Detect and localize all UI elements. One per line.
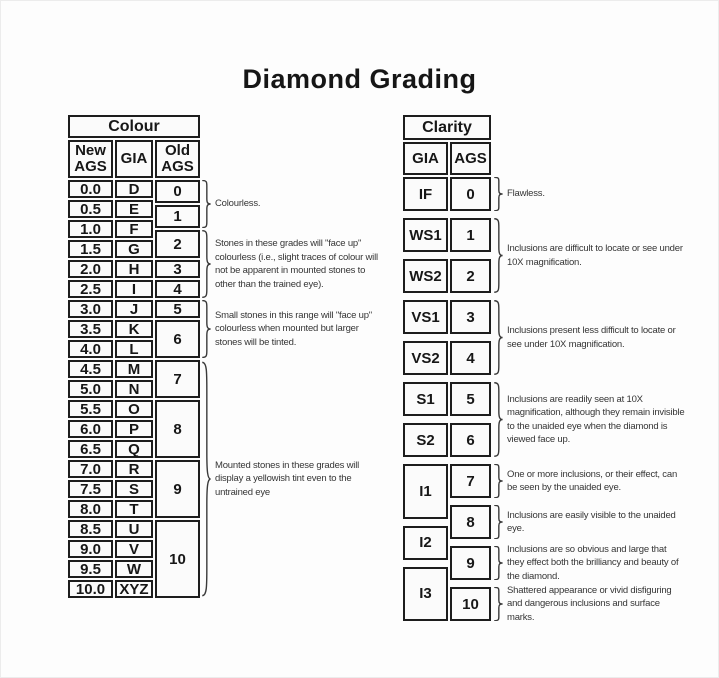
colour-annotation-face-up bbox=[201, 230, 387, 298]
colour-gia-cell: V bbox=[115, 540, 153, 558]
colour-gia-cell: U bbox=[115, 520, 153, 538]
colour-new-ags-cell: 2.5 bbox=[68, 280, 113, 298]
colour-gia-cell: N bbox=[115, 380, 153, 398]
brace-icon bbox=[201, 180, 211, 228]
colour-gia-cell: H bbox=[115, 260, 153, 278]
clarity-gia-cell: VS1 bbox=[403, 300, 448, 334]
clarity-annotation-obvious bbox=[493, 543, 685, 582]
colour-old-ags-cell: 7 bbox=[155, 360, 200, 398]
clarity-gia-cell: S2 bbox=[403, 423, 448, 457]
colour-table bbox=[68, 115, 200, 598]
annotation-text: Inclusions present less difficult to locate or see under 10X magnification. bbox=[507, 325, 676, 350]
clarity-gia-cell: I1 bbox=[403, 464, 448, 519]
colour-gia-cell: L bbox=[115, 340, 153, 358]
colour-gia-cell: S bbox=[115, 480, 153, 498]
clarity-ags-column bbox=[450, 177, 491, 621]
colour-new-ags-cell: 0.0 bbox=[68, 180, 113, 198]
colour-new-ags-cell: 9.5 bbox=[68, 560, 113, 578]
colour-new-ags-cell: 3.0 bbox=[68, 300, 113, 318]
colour-new-ags-cell: 1.0 bbox=[68, 220, 113, 238]
brace-icon bbox=[201, 300, 211, 358]
colour-gia-cell: K bbox=[115, 320, 153, 338]
colour-gia-cell: R bbox=[115, 460, 153, 478]
annotation-text: Colourless. bbox=[215, 198, 261, 210]
brace-icon bbox=[493, 218, 503, 293]
colour-new-ags-cell: 4.0 bbox=[68, 340, 113, 358]
clarity-col-header-ags: AGS bbox=[450, 142, 491, 175]
colour-gia-cell: O bbox=[115, 400, 153, 418]
colour-annotation-small-stones bbox=[201, 300, 387, 358]
clarity-gia-column bbox=[403, 177, 448, 621]
colour-old-ags-cell: 8 bbox=[155, 400, 200, 458]
colour-new-ags-cell: 3.5 bbox=[68, 320, 113, 338]
clarity-annotation-readily-seen bbox=[493, 382, 685, 457]
colour-annotation-mounted-stones bbox=[201, 360, 387, 598]
clarity-annotation-one-or-more bbox=[493, 464, 685, 498]
clarity-ags-cell: 9 bbox=[450, 546, 491, 580]
colour-gia-cell: XYZ bbox=[115, 580, 153, 598]
clarity-gia-cell: IF bbox=[403, 177, 448, 211]
page-title: Diamond Grading bbox=[242, 64, 477, 94]
colour-new-ags-cell: 7.5 bbox=[68, 480, 113, 498]
annotation-text: Small stones in this range will "face up" colourless when mounted but larger stones will be tinted. bbox=[215, 309, 372, 348]
clarity-ags-cell: 5 bbox=[450, 382, 491, 416]
colour-new-ags-cell: 2.0 bbox=[68, 260, 113, 278]
annotation-text: Stones in these grades will "face up" colourless (i.e., slight traces of colour will not be apparent in mounted stones to other than the trained eye). bbox=[215, 238, 378, 290]
colour-new-ags-cell: 1.5 bbox=[68, 240, 113, 258]
clarity-annotation-easily-visible bbox=[493, 505, 685, 539]
clarity-ags-cell: 0 bbox=[450, 177, 491, 211]
clarity-annotation-flawless bbox=[493, 177, 685, 211]
colour-old-ags-cell: 5 bbox=[155, 300, 200, 318]
colour-gia-cell: D bbox=[115, 180, 153, 198]
clarity-gia-cell: I3 bbox=[403, 567, 448, 622]
clarity-annotation-shattered bbox=[493, 584, 685, 623]
colour-gia-cell: J bbox=[115, 300, 153, 318]
colour-old-ags-cell: 0 bbox=[155, 180, 200, 203]
colour-gia-cell: E bbox=[115, 200, 153, 218]
brace-icon bbox=[201, 360, 211, 598]
brace-icon bbox=[201, 230, 211, 298]
colour-new-ags-cell: 6.5 bbox=[68, 440, 113, 458]
brace-icon bbox=[493, 382, 503, 457]
brace-icon bbox=[493, 505, 503, 539]
colour-new-ags-cell: 10.0 bbox=[68, 580, 113, 598]
clarity-table-header-row bbox=[403, 142, 491, 175]
colour-old-ags-cell: 9 bbox=[155, 460, 200, 518]
colour-gia-cell: I bbox=[115, 280, 153, 298]
colour-old-ags-cell: 2 bbox=[155, 230, 200, 258]
clarity-gia-cell: WS1 bbox=[403, 218, 448, 252]
colour-new-ags-cell: 5.0 bbox=[68, 380, 113, 398]
brace-icon bbox=[493, 587, 503, 621]
colour-gia-cell: P bbox=[115, 420, 153, 438]
annotation-text: Inclusions are readily seen at 10X magnification, although they remain invisible to the unaided eye when the diamond is viewed face up. bbox=[507, 393, 685, 445]
colour-col-header-gia: GIA bbox=[115, 140, 153, 178]
colour-new-ags-cell: 6.0 bbox=[68, 420, 113, 438]
colour-table-body bbox=[68, 180, 200, 598]
colour-table-header-row bbox=[68, 140, 200, 178]
clarity-ags-cell: 4 bbox=[450, 341, 491, 375]
colour-old-ags-cell: 4 bbox=[155, 280, 200, 298]
annotation-text: Mounted stones in these grades will display a yellowish tint even to the untrained eye bbox=[215, 459, 360, 498]
clarity-ags-cell: 6 bbox=[450, 423, 491, 457]
clarity-ags-cell: 8 bbox=[450, 505, 491, 539]
colour-new-ags-cell: 5.5 bbox=[68, 400, 113, 418]
colour-new-ags-column bbox=[68, 180, 113, 598]
colour-old-ags-cell: 6 bbox=[155, 320, 200, 358]
clarity-gia-cell: WS2 bbox=[403, 259, 448, 293]
brace-icon bbox=[493, 546, 503, 580]
colour-new-ags-cell: 7.0 bbox=[68, 460, 113, 478]
clarity-ags-cell: 10 bbox=[450, 587, 491, 621]
clarity-ags-cell: 1 bbox=[450, 218, 491, 252]
colour-table-title: Colour bbox=[68, 115, 200, 138]
clarity-ags-cell: 7 bbox=[450, 464, 491, 498]
colour-annotation-colourless bbox=[201, 180, 387, 228]
clarity-table-title: Clarity bbox=[403, 115, 491, 140]
clarity-ags-cell: 2 bbox=[450, 259, 491, 293]
colour-old-ags-cell: 1 bbox=[155, 205, 200, 228]
brace-icon bbox=[493, 300, 503, 375]
clarity-annotation-difficult bbox=[493, 218, 685, 293]
clarity-gia-cell: I2 bbox=[403, 526, 448, 560]
clarity-gia-cell: S1 bbox=[403, 382, 448, 416]
colour-new-ags-cell: 4.5 bbox=[68, 360, 113, 378]
colour-col-header-old-ags: Old AGS bbox=[155, 140, 200, 178]
colour-col-header-new-ags: New AGS bbox=[68, 140, 113, 178]
colour-new-ags-cell: 9.0 bbox=[68, 540, 113, 558]
colour-gia-cell: Q bbox=[115, 440, 153, 458]
colour-gia-column bbox=[115, 180, 153, 598]
annotation-text: Flawless. bbox=[507, 188, 545, 200]
colour-new-ags-cell: 8.5 bbox=[68, 520, 113, 538]
clarity-table-body bbox=[403, 177, 491, 621]
colour-old-ags-column bbox=[155, 180, 200, 598]
clarity-col-header-gia: GIA bbox=[403, 142, 448, 175]
colour-gia-cell: W bbox=[115, 560, 153, 578]
annotation-text: One or more inclusions, or their effect, can be seen by the unaided eye. bbox=[507, 468, 678, 493]
clarity-table bbox=[403, 115, 491, 621]
annotation-text: Inclusions are difficult to locate or see under 10X magnification. bbox=[507, 243, 683, 268]
clarity-gia-cell: VS2 bbox=[403, 341, 448, 375]
colour-gia-cell: G bbox=[115, 240, 153, 258]
clarity-ags-cell: 3 bbox=[450, 300, 491, 334]
colour-old-ags-cell: 10 bbox=[155, 520, 200, 598]
colour-gia-cell: F bbox=[115, 220, 153, 238]
brace-icon bbox=[493, 177, 503, 211]
annotation-text: Inclusions are easily visible to the unaided eye. bbox=[507, 509, 676, 534]
brace-icon bbox=[493, 464, 503, 498]
colour-old-ags-cell: 3 bbox=[155, 260, 200, 278]
colour-new-ags-cell: 0.5 bbox=[68, 200, 113, 218]
colour-gia-cell: M bbox=[115, 360, 153, 378]
colour-new-ags-cell: 8.0 bbox=[68, 500, 113, 518]
annotation-text: Shattered appearance or vivid disfiguring and dangerous inclusions and surface marks. bbox=[507, 584, 672, 623]
annotation-text: Inclusions are so obvious and large that they effect both the brilliancy and beauty of the diamond. bbox=[507, 543, 679, 582]
clarity-annotation-less-difficult bbox=[493, 300, 685, 375]
colour-gia-cell: T bbox=[115, 500, 153, 518]
